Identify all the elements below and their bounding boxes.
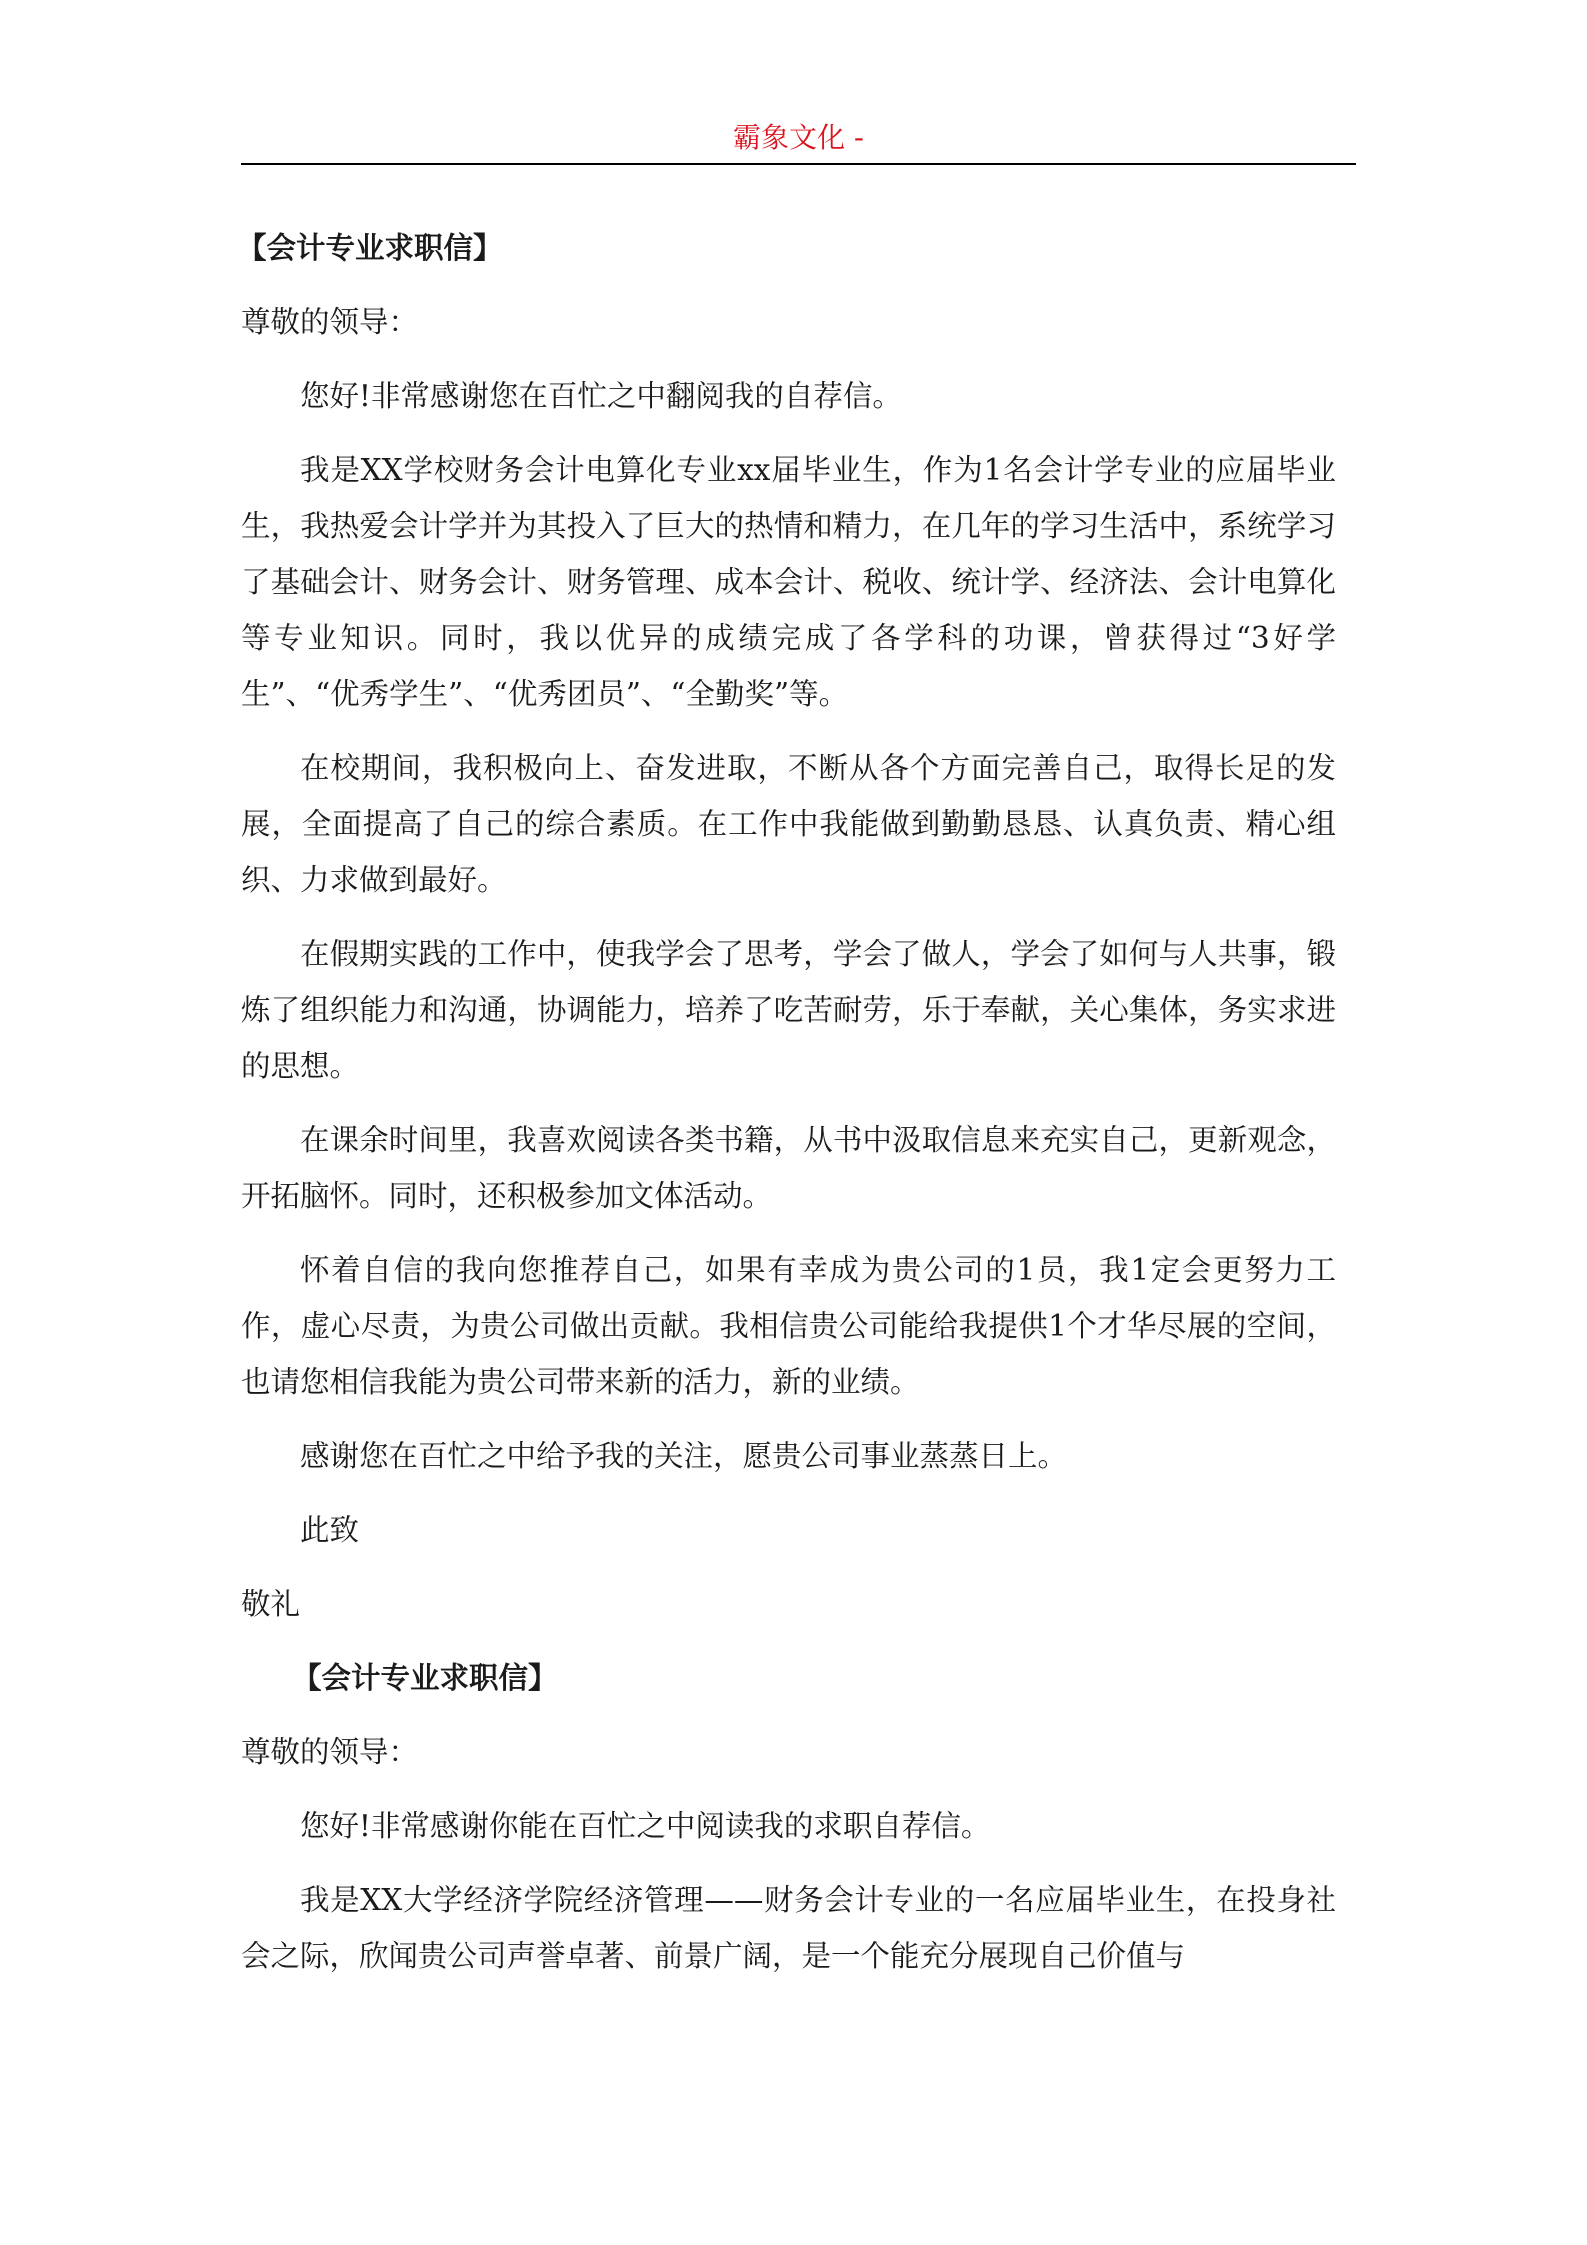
document-body (237, 220, 1336, 2002)
paragraph: 感谢您在百忙之中给予我的关注，愿贵公司事业蒸蒸日上。 (300, 1439, 1068, 1473)
letter-title: 【会计专业求职信】 (237, 230, 503, 265)
paragraph: 您好!非常感谢你能在百忙之中阅读我的求职自荐信。 (300, 1809, 991, 1843)
paragraph: 此致 (300, 1513, 360, 1547)
paragraph: 怀着自信的我向您推荐自己，如果有幸成为贵公司的1员，我1定会更努力工作，虚心尽责，为贵公司做出贡献。我相信贵公司能给我提供1个才华尽展的空间，也请您相信我能为贵公司带来新的活力，新的业绩。 (241, 1253, 1336, 1399)
paragraph: 在校期间，我积极向上、奋发进取，不断从各个方面完善自己，取得长足的发展，全面提高了自己的综合素质。在工作中我能做到勤勤恳恳、认真负责、精心组织、力求做到最好。 (241, 751, 1336, 897)
page-header (241, 118, 1356, 165)
paragraph: 我是XX学校财务会计电算化专业xx届毕业生，作为1名会计学专业的应届毕业生，我热爱会计学并为其投入了巨大的热情和精力，在几年的学习生活中，系统学习了基础会计、财务会计、财务管理、成本会计、税收、统计学、经济法、会计电算化等专业知识。同时，我以优异的成绩完成了各学科的功课，曾获得过“3好学生”、“优秀学生”、“优秀团员”、“全勤奖”等。 (241, 453, 1336, 711)
paragraph: 我是XX大学经济学院经济管理——财务会计专业的一名应届毕业生，在投身社会之际，欣闻贵公司声誉卓著、前景广阔，是一个能充分展现自己价值与 (241, 1883, 1336, 1973)
closing: 敬礼 (241, 1587, 301, 1621)
paragraph: 在假期实践的工作中，使我学会了思考，学会了做人，学会了如何与人共事，锻炼了组织能力和沟通，协调能力，培养了吃苦耐劳，乐于奉献，关心集体，务实求进的思想。 (241, 937, 1336, 1083)
salutation: 尊敬的领导： (241, 305, 419, 339)
letter-title: 【会计专业求职信】 (292, 1660, 558, 1695)
header-title: 霸象文化 - (732, 121, 864, 154)
salutation: 尊敬的领导： (241, 1735, 419, 1769)
paragraph: 在课余时间里，我喜欢阅读各类书籍，从书中汲取信息来充实自己，更新观念，开拓脑怀。同时，还积极参加文体活动。 (241, 1123, 1336, 1213)
paragraph: 您好!非常感谢您在百忙之中翻阅我的自荐信。 (300, 379, 902, 413)
